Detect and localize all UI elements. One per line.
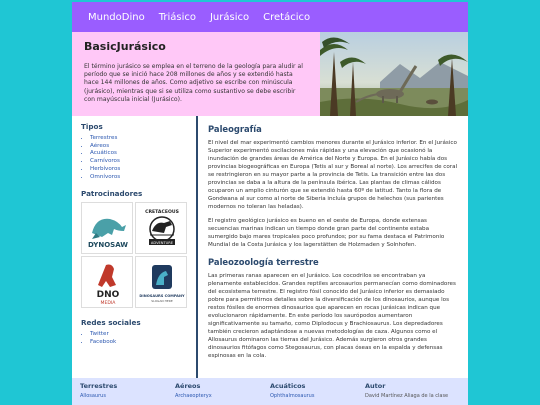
type-link-acuaticos[interactable]: • Acuáticos	[90, 150, 187, 158]
section-paragraph: El nivel del mar experimentó cambios menores durante el Jurásico inferior. En el Jurásico Superior experimentó oscilaciones más rápidas y una elevación que ocasionó la inundación de grandes áreas de América del Norte y Europa. En el Jurásico había dos provincias biogeográficas en Europa (Tetis al sur y Boreal al norte). Los arrecifes de coral se restringieron en su mayor parte a la provincia de Tetis. La transición entre las dos provincias se daba a la altura de la península ibérica. Las plantas de climas cálidos ocuparon un amplio cinturón que se extendió hasta 60º de latitud. Tanto la flora de Gondwana al sur como al norte de Siberia incluía grupos de helechos (sus parientes modernos no toleran las heladas).	[208, 140, 458, 210]
social-list	[81, 331, 187, 346]
content	[72, 116, 468, 378]
page-title: BasicJurásico	[84, 40, 166, 53]
footer-heading: Terrestres	[80, 382, 118, 390]
type-link-terrestres[interactable]: • Terrestres	[90, 135, 187, 143]
nav-triasico[interactable]: Triásico	[158, 11, 196, 23]
sponsor-logo-dno-media[interactable]	[81, 256, 133, 308]
svg-text:DYNOSAW: DYNOSAW	[87, 241, 129, 250]
sidebar	[72, 116, 198, 378]
type-link-herbivoros[interactable]: • Herbívoros	[90, 166, 187, 174]
sponsor-logo-cretaceous[interactable]	[135, 202, 187, 254]
sponsors-grid	[81, 202, 187, 308]
section-title-paleozoologia: Paleozoología terrestre	[208, 257, 319, 268]
nav-mundodino[interactable]: MundoDino	[88, 11, 145, 23]
hero-description: El término jurásico se emplea en el terreno de la geología para aludir al período que se inició hace 208 millones de años y se extendió hasta hace 144 millones de años. Como adjetivo se escribe con minúscula (jurásico), mientras que si se utiliza como sustantivo se debe escribir con mayúscula inicial (Jurásico).	[84, 63, 303, 103]
social-heading: Redes sociales	[81, 318, 141, 328]
types-list	[81, 135, 187, 181]
type-link-omnivoros[interactable]: • Omnívoros	[90, 174, 187, 182]
section-title-paleografia: Paleografía	[208, 124, 262, 134]
sponsor-logo-dinosaurs-company[interactable]	[135, 256, 187, 308]
type-link-carnivoros[interactable]: • Carnívoros	[90, 158, 187, 166]
author-text: David Martínez Aliaga de la clase	[365, 393, 449, 399]
svg-text:CRETACEOUS: CRETACEOUS	[145, 210, 179, 216]
footer-link[interactable]: Ophthalmosaurus	[270, 393, 315, 399]
types-heading: Tipos	[81, 122, 103, 131]
social-link-twitter[interactable]: • Twitter	[90, 331, 187, 339]
footer-link[interactable]: Allosaurus	[80, 393, 106, 399]
svg-text:ADVENTURE: ADVENTURE	[150, 241, 174, 246]
svg-text:SLOGAN HERE: SLOGAN HERE	[151, 299, 173, 304]
nav-cretacico[interactable]: Cretácico	[263, 11, 311, 23]
footer-column	[365, 382, 460, 401]
top-nav	[72, 2, 468, 32]
svg-text:MEDIA: MEDIA	[100, 301, 116, 307]
type-link-aereos[interactable]: • Aéreos	[90, 143, 187, 151]
nav-jurasico[interactable]: Jurásico	[209, 11, 250, 23]
footer-link[interactable]: Archaeopteryx	[175, 393, 212, 399]
sponsors-heading: Patrocinadores	[81, 189, 143, 199]
footer-heading: Acuáticos	[270, 382, 306, 390]
section-paragraph: El registro geológico jurásico es bueno en el oeste de Europa, donde extensas secuencias marinas indican un tiempo donde gran parte del continente estaba sumergido bajo mares tropicales poco profundos; por su fama destaca el Patrimonio Mundial de la Costa Jurásica y los lagerstätten de Holzmaden y Solnhofen.	[208, 218, 445, 249]
jurassic-landscape-image	[320, 32, 468, 116]
footer-heading: Autor	[365, 382, 386, 390]
footer-column	[175, 382, 270, 401]
section-paragraph: Las primeras ranas aparecen en el Jurásico. Los cocodrilos se encontraban ya plenamente establecidos. Grandes reptiles arcosaurios permanecían como dominadores del ecosistema terrestre. El registro fósil conocido del Jurásico inferior es demasiado pobre para permitirnos detalles sobre la diversificación de los dinosaurios, aunque los restos fósiles de enormes dinosaurios que aparecen en rocas jurásicas indican que evolucionaron rápidamente. En este período los saurópodos aumentaron significativamente su tamaño, como Diplodocus y Brachiosaurus. Los depredadores también crecieron adaptándose a nuevas metodologías de caza. Algunos como el Allosaurus dominaron las tierras del Jurásico. Además surgieron otros grandes dinosaurios fitófagos como Stegosaurus, con placas óseas en la espalda y defensas espinosas en la cola.	[208, 273, 456, 359]
main-content	[198, 116, 468, 378]
footer-column	[80, 382, 175, 401]
social-link-facebook[interactable]: • Facebook	[90, 339, 187, 347]
footer	[72, 378, 468, 405]
page	[72, 2, 468, 405]
svg-text:DNO: DNO	[96, 290, 120, 301]
hero	[72, 32, 468, 116]
svg-text:DINOSAURS COMPANY: DINOSAURS COMPANY	[139, 294, 185, 299]
sponsor-logo-dynosaw[interactable]	[81, 202, 133, 254]
footer-heading: Aéreos	[175, 382, 201, 390]
hero-text	[72, 32, 320, 116]
footer-column	[270, 382, 365, 401]
